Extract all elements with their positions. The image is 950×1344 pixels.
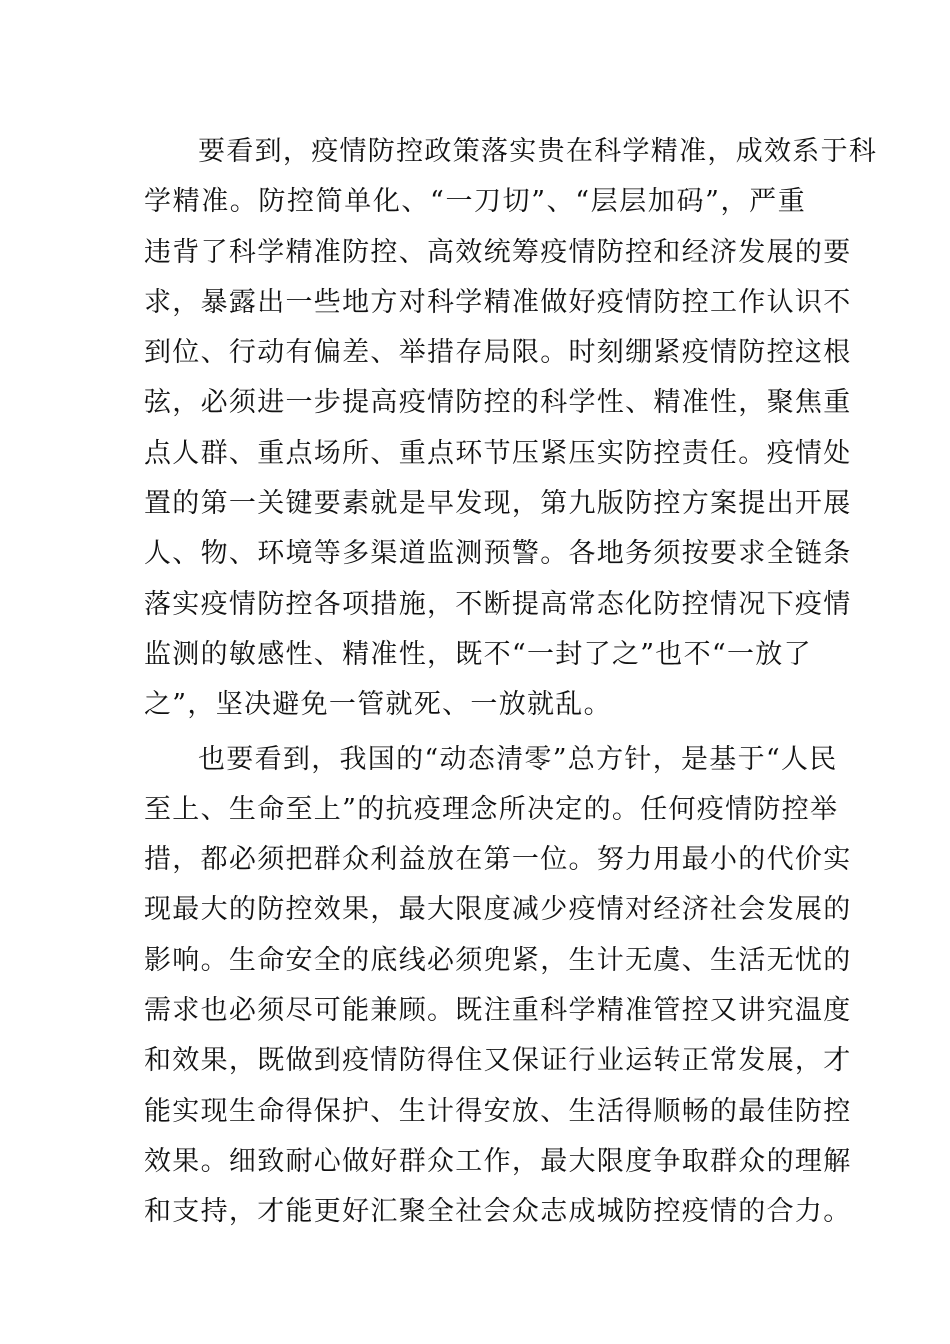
document-body xyxy=(144,127,878,1238)
paragraph-line: 弦，必须进一步提高疫情防控的科学性、精准性，聚焦重 xyxy=(144,387,852,419)
paragraph-2 xyxy=(144,735,852,1238)
paragraph-line: 影响。生命安全的底线必须兜紧，生计无虞、生活无忧的 xyxy=(144,944,852,976)
paragraph-line: 至上、生命至上”的抗疫理念所决定的。任何疫情防控举 xyxy=(144,793,839,825)
paragraph-line: 点人群、重点场所、重点环节压紧压实防控责任。疫情处 xyxy=(144,437,852,469)
paragraph-line: 现最大的防控效果，最大限度减少疫情对经济社会发展的 xyxy=(144,894,852,926)
paragraph-line: 和支持，才能更好汇聚全社会众志成城防控疫情的合力。 xyxy=(144,1196,852,1228)
paragraph-1 xyxy=(144,127,878,731)
paragraph-line: 落实疫情防控各项措施，不断提高常态化防控情况下疫情 xyxy=(144,588,852,620)
paragraph-line: 学精准。防控简单化、“一刀切”、“层层加码”，严重 xyxy=(144,186,806,218)
paragraph-line: 置的第一关键要素就是早发现，第九版防控方案提出开展 xyxy=(144,488,852,520)
paragraph-line: 和效果，既做到疫情防得住又保证行业运转正常发展，才 xyxy=(144,1045,852,1077)
paragraph-line: 也要看到，我国的“动态清零”总方针，是基于“人民 xyxy=(198,743,838,775)
paragraph-line: 效果。细致耐心做好群众工作，最大限度争取群众的理解 xyxy=(144,1145,852,1177)
paragraph-line: 监测的敏感性、精准性，既不“一封了之”也不“一放了 xyxy=(144,638,812,670)
paragraph-line: 要看到，疫情防控政策落实贵在科学精准，成效系于科 xyxy=(198,136,878,167)
paragraph-line: 需求也必须尽可能兼顾。既注重科学精准管控又讲究温度 xyxy=(144,995,852,1027)
paragraph-line: 违背了科学精准防控、高效统筹疫情防控和经济发展的要 xyxy=(144,236,852,268)
paragraph-line: 到位、行动有偏差、举措存局限。时刻绷紧疫情防控这根 xyxy=(144,337,852,369)
paragraph-line: 能实现生命得保护、生计得安放、生活得顺畅的最佳防控 xyxy=(144,1095,852,1127)
paragraph-line: 之”，坚决避免一管就死、一放就乱。 xyxy=(144,689,612,721)
paragraph-line: 求，暴露出一些地方对科学精准做好疫情防控工作认识不 xyxy=(144,286,852,318)
paragraph-line: 人、物、环境等多渠道监测预警。各地务须按要求全链条 xyxy=(144,538,852,570)
paragraph-line: 措，都必须把群众利益放在第一位。努力用最小的代价实 xyxy=(144,844,852,876)
